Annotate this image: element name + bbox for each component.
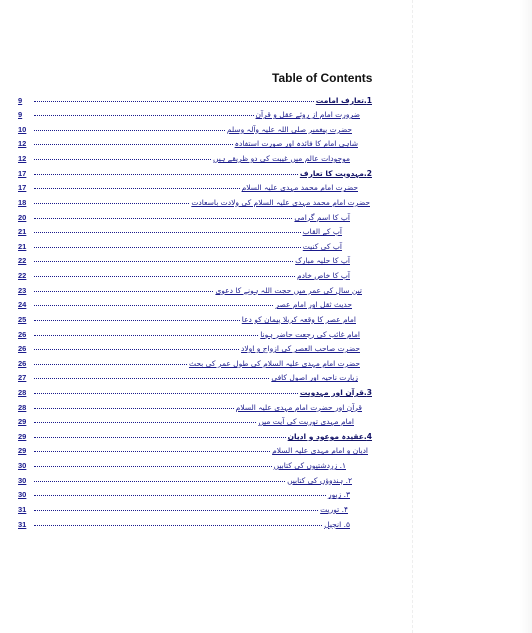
toc-entry[interactable] — [18, 339, 360, 354]
toc-page-number[interactable]: 26 — [18, 329, 27, 339]
toc-leader-dots — [34, 129, 225, 131]
toc-page-number[interactable]: 30 — [18, 490, 27, 500]
toc-entry[interactable] — [18, 192, 370, 207]
toc-entry[interactable] — [18, 178, 358, 193]
toc-entry-label[interactable]: ۵. انجیل — [324, 519, 350, 529]
toc-entry-label[interactable]: ضرورت امام از روئے عقل و قرآن — [255, 110, 360, 120]
page-margin-line — [412, 0, 413, 633]
toc-entry-label[interactable]: ادیان و امام مہدی علیہ السلام — [272, 446, 368, 456]
toc-page-number[interactable]: 21 — [18, 227, 27, 237]
toc-entry[interactable] — [18, 119, 352, 134]
toc-entry-label[interactable]: آپ کا اسم گرامی — [294, 212, 350, 222]
toc-entry[interactable] — [18, 309, 356, 324]
toc-leader-dots — [34, 407, 234, 409]
toc-leader-dots — [34, 231, 301, 233]
toc-leader-dots — [34, 509, 318, 511]
toc-entry[interactable] — [18, 441, 368, 456]
toc-page-number[interactable]: 31 — [18, 519, 27, 529]
toc-leader-dots — [34, 260, 293, 262]
toc-entry-label[interactable]: حضرت صاحب العصر کی ازواج و اولاد — [241, 344, 360, 354]
toc-page-number[interactable]: 18 — [18, 197, 27, 207]
toc-entry[interactable] — [18, 90, 372, 105]
toc-leader-dots — [34, 363, 187, 365]
toc-entry-label[interactable]: امام غائب کی رجعت حاضر ہونا — [260, 329, 360, 339]
toc-entry-label[interactable]: 4.عقیدہ موعود و ادیان — [287, 431, 372, 441]
toc-entry[interactable] — [18, 105, 360, 120]
toc-leader-dots — [34, 319, 240, 321]
toc-leader-dots — [34, 480, 285, 482]
toc-page-number[interactable]: 27 — [18, 373, 27, 383]
toc-leader-dots — [34, 392, 298, 394]
toc-entry-label[interactable]: زیارت ناحیہ اور اصول کافی — [271, 373, 358, 383]
toc-entry-label[interactable]: حدیث ثقل اور امام عصر — [275, 300, 352, 310]
toc-leader-dots — [34, 158, 211, 160]
toc-page-number[interactable]: 23 — [18, 285, 27, 295]
toc-page-number[interactable]: 28 — [18, 402, 27, 412]
toc-page-number[interactable]: 26 — [18, 344, 27, 354]
toc-page-number[interactable]: 12 — [18, 139, 27, 149]
toc-page-number[interactable]: 9 — [18, 95, 23, 105]
toc-entry[interactable] — [18, 236, 342, 251]
toc-entry-label[interactable]: حضرت امام محمد مہدی علیہ السلام — [241, 183, 358, 193]
toc-entry-label[interactable]: آپ کے القاب — [302, 227, 342, 237]
toc-leader-dots — [34, 421, 256, 423]
toc-entry-label[interactable]: آپ کا خاص خادم — [296, 271, 350, 281]
toc-leader-dots — [34, 275, 295, 277]
toc-page-number[interactable]: 17 — [18, 183, 27, 193]
toc-entry-label[interactable]: ۳. زبور — [327, 490, 350, 500]
toc-leader-dots — [34, 494, 326, 496]
toc-page-number[interactable]: 9 — [18, 110, 23, 120]
toc-leader-dots — [34, 217, 292, 219]
toc-leader-dots — [34, 246, 301, 248]
toc-leader-dots — [34, 114, 254, 116]
toc-leader-dots — [34, 100, 314, 102]
toc-entry[interactable] — [18, 412, 354, 427]
toc-entry[interactable] — [18, 426, 372, 441]
toc-entry-label[interactable]: قرآن اور حضرت امام مہدی علیہ السلام — [235, 402, 362, 412]
toc-entry[interactable] — [18, 470, 352, 485]
toc-entry[interactable] — [18, 295, 352, 310]
toc-leader-dots — [34, 465, 272, 467]
toc-page-number[interactable]: 24 — [18, 300, 27, 310]
toc-entry-label[interactable]: امام مہدی توریت کی آیت میں — [258, 417, 354, 427]
toc-entry[interactable] — [18, 148, 350, 163]
toc-entry-label[interactable]: آپ کی کنیت — [302, 241, 342, 251]
toc-page-number[interactable]: 25 — [18, 314, 27, 324]
toc-leader-dots — [34, 348, 239, 350]
toc-title: Table of Contents — [272, 71, 373, 85]
toc-entry[interactable] — [18, 353, 360, 368]
toc-leader-dots — [34, 290, 213, 292]
toc-entry[interactable] — [18, 514, 350, 529]
toc-entry-label[interactable]: 1.تعارف امامت — [315, 95, 372, 105]
toc-entry[interactable] — [18, 222, 342, 237]
toc-leader-dots — [34, 450, 270, 452]
toc-entry-label[interactable]: ۲. ہندوؤں کی کتابیں — [287, 475, 352, 485]
toc-leader-dots — [34, 377, 269, 379]
toc-leader-dots — [34, 304, 273, 306]
toc-page-number[interactable]: 12 — [18, 154, 27, 164]
toc-entry[interactable] — [18, 134, 358, 149]
toc-entry[interactable] — [18, 485, 350, 500]
toc-entry[interactable] — [18, 499, 348, 514]
toc-page-number[interactable]: 20 — [18, 212, 27, 222]
toc-entry[interactable] — [18, 280, 362, 295]
toc-entry-label[interactable]: تین سال کی عمر میں حجت اللہ ہونے کا دعوی — [215, 285, 362, 295]
toc-page-number[interactable]: 26 — [18, 358, 27, 368]
toc-page-number[interactable]: 22 — [18, 271, 27, 281]
toc-page-number[interactable]: 29 — [18, 446, 27, 456]
toc-entry-label[interactable]: 3.قرآن اور مہدویت — [299, 387, 372, 397]
toc-entry[interactable] — [18, 265, 350, 280]
page-edge-shadow — [520, 0, 532, 633]
toc-page-number[interactable]: 28 — [18, 387, 27, 397]
toc-entry[interactable] — [18, 163, 372, 178]
toc-leader-dots — [34, 436, 286, 438]
toc-entry-label[interactable]: شاہی امام کا فائدہ اور صورت استفادہ — [234, 139, 358, 149]
toc-entry-label[interactable]: ۱. زردشتیوں کی کتابیں — [273, 461, 346, 471]
toc-entry[interactable] — [18, 382, 372, 397]
toc-entry[interactable] — [18, 251, 350, 266]
toc-entry-label[interactable]: آپ کا حلیہ مبارک — [295, 256, 350, 266]
toc-leader-dots — [34, 334, 258, 336]
toc-entry[interactable] — [18, 324, 360, 339]
toc-page-number[interactable]: 21 — [18, 241, 27, 251]
toc-page-number[interactable]: 30 — [18, 461, 27, 471]
toc-leader-dots — [34, 524, 322, 526]
toc-entry-label[interactable]: حضرت امام محمد مہدی علیہ السلام کی ولادت باسعادت — [191, 197, 370, 207]
toc-page-number[interactable]: 29 — [18, 417, 27, 427]
toc-entry-label[interactable]: حضرت پیغمبر صلی اللہ علیہ وآلہ وسلم — [226, 124, 352, 134]
toc-entry-label[interactable]: موجودات عالم میں غیبت کی دو ظریقے ہیں — [213, 154, 350, 164]
toc-leader-dots — [34, 173, 298, 175]
toc-entry-label[interactable]: 2.مہدویت کا تعارف — [299, 168, 372, 178]
toc-leader-dots — [34, 202, 189, 204]
toc-entry[interactable] — [18, 456, 346, 471]
toc-leader-dots — [34, 187, 240, 189]
toc-page-number[interactable]: 17 — [18, 168, 27, 178]
toc-page-number[interactable]: 29 — [18, 431, 27, 441]
toc-page-number[interactable]: 30 — [18, 475, 27, 485]
toc-entry-label[interactable]: حضرت امام مہدی علیہ السلام کی طول عمر کی بحث — [188, 358, 360, 368]
toc-entry[interactable] — [18, 368, 358, 383]
toc-page-number[interactable]: 10 — [18, 124, 27, 134]
toc-leader-dots — [34, 143, 233, 145]
toc-page-number[interactable]: 31 — [18, 504, 27, 514]
toc-entry-label[interactable]: امام عصر کا وقعہ کربلا پیمان کو دعا — [241, 314, 356, 324]
toc-page-number[interactable]: 22 — [18, 256, 27, 266]
toc-entry[interactable] — [18, 397, 362, 412]
toc-entry[interactable] — [18, 207, 350, 222]
toc-entry-label[interactable]: ۴. توریت — [320, 504, 348, 514]
